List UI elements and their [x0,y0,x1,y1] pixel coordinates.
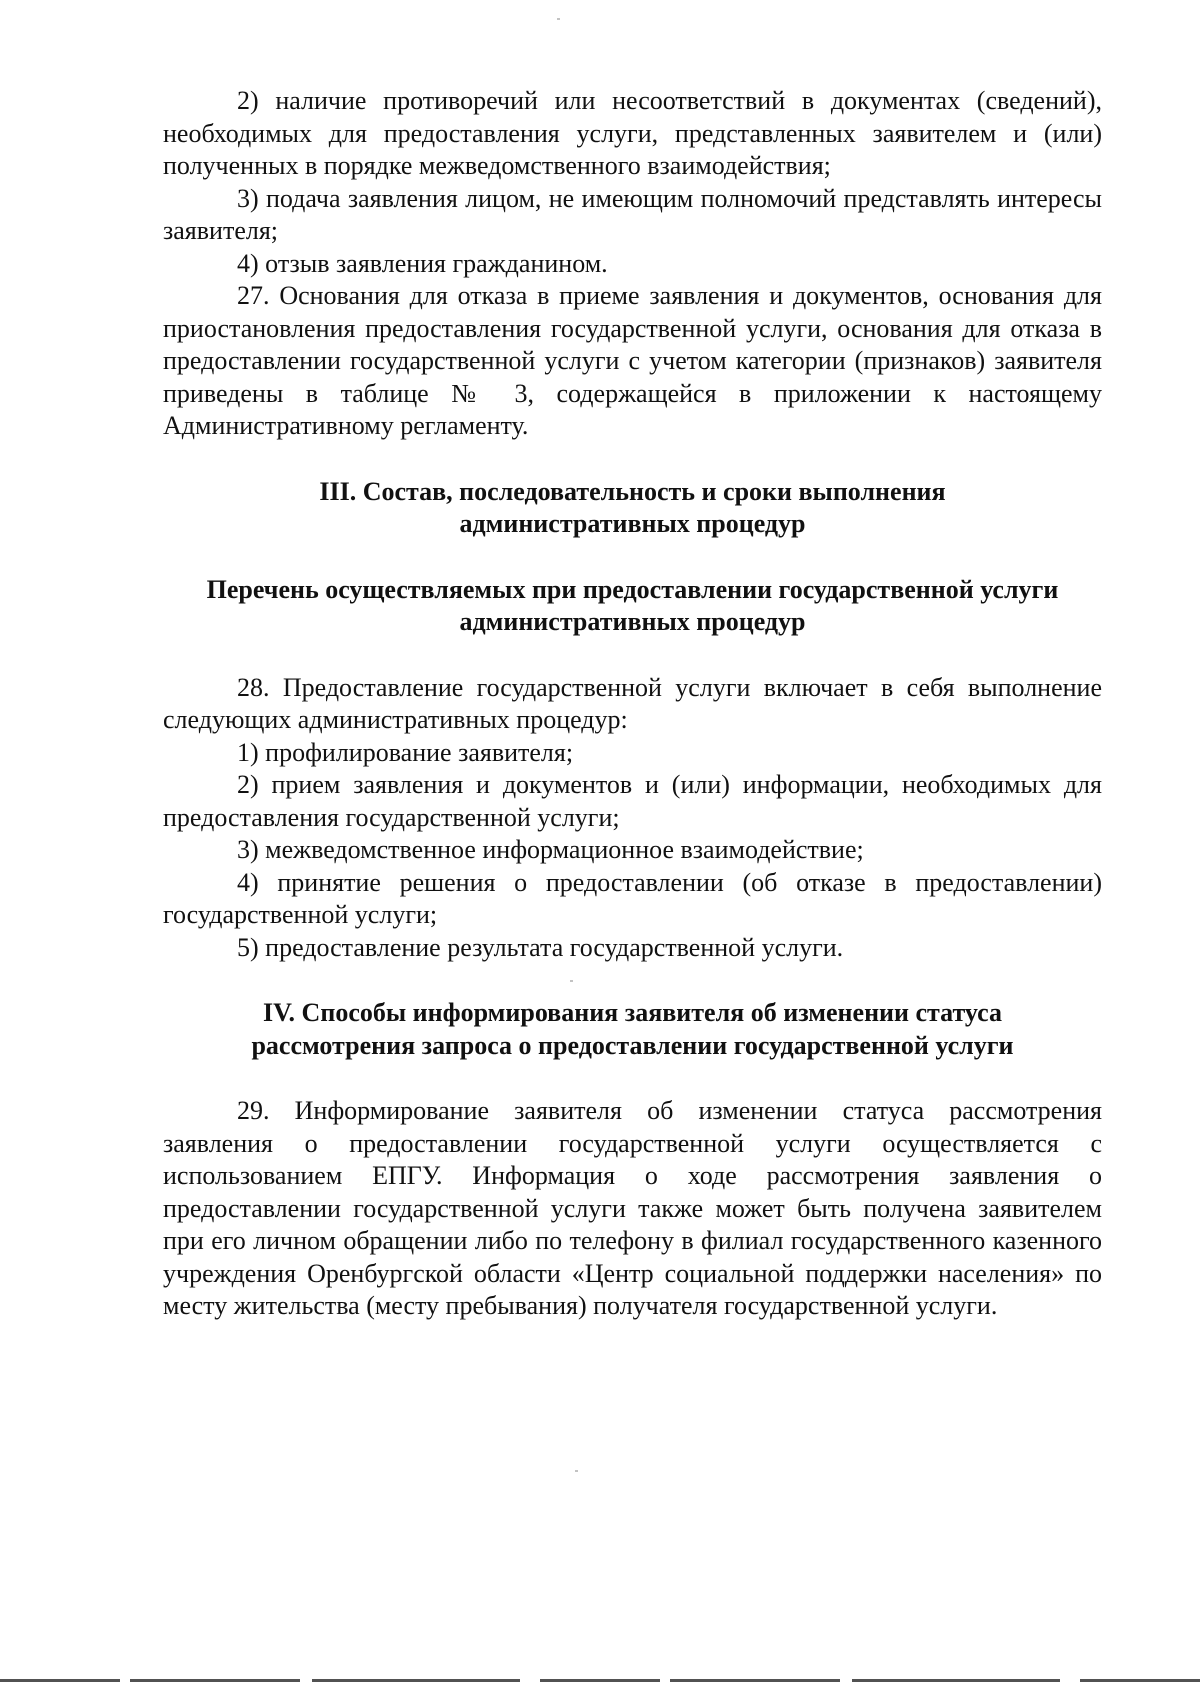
list-item: 4) принятие решения о предоставлении (об отказе в предоставлении) государственной услуги; [163,867,1102,929]
paragraph-29: 29. Информирование заявителя об изменении статуса рассмотрения заявления о предоставлении государственной услуги осуществляется с использованием ЕПГУ. Информация о ходе рассмотрения заявления о предоставлении государственной услуги также может быть получена заявителем при его личном обращении либо по телефону в филиал государственного казенного учреждения Оренбургской области «Центр социальной поддержки населения» по месту жительства (месту пребывания) получателя государственной услуги. [163,1096,1102,1320]
section-heading-IV-line2: рассмотрения запроса о предоставлении государственной услуги [251,1030,1014,1060]
section-heading-III [163,476,1102,541]
scan-artifact [570,980,573,982]
section-heading-IV [163,997,1102,1062]
paragraph-27: 27. Основания для отказа в приеме заявления и документов, основания для приостановления предоставления государственной услуги, основания для отказа в предоставлении государственной услуги с учетом категории (признаков) заявителя приведены в таблице № 3, содержащейся в приложении к настоящему Административному регламенту. [163,281,1102,440]
section-heading-III-line1: III. Состав, последовательность и сроки выполнения [319,476,946,506]
list-item: 1) профилирование заявителя; [237,737,574,767]
paragraph-28: 28. Предоставление государственной услуги включает в себя выполнение следующих административных процедур: [163,672,1102,734]
subsection-heading-line2: административных процедур [459,607,806,636]
section-heading-IV-line1: IV. Способы информирования заявителя об изменении статуса [263,998,1002,1027]
list-item: 5) предоставление результата государственной услуги. [237,932,844,962]
section-heading-III-line2: административных процедур [459,509,806,538]
scan-artifact [575,1470,578,1472]
list-item: 3) подача заявления лицом, не имеющим полномочий представлять интересы заявителя; [163,183,1102,245]
subsection-heading-line1: Перечень осуществляемых при предоставлении государственной услуги [206,574,1059,604]
list-item: 2) наличие противоречий или несоответствий в документах (сведений), необходимых для предоставления услуги, представленных заявителем и (или) полученных в порядке межведомственного взаимодействия; [163,86,1102,180]
list-item: 3) межведомственное информационное взаимодействие; [237,835,864,864]
scan-artifact [557,18,560,20]
scan-bottom-edge [0,1679,1200,1682]
document-body [163,85,1102,1323]
list-item: 4) отзыв заявления гражданином. [237,248,608,278]
subsection-heading [163,574,1102,639]
list-item: 2) прием заявления и документов и (или) информации, необходимых для предоставления государственной услуги; [163,770,1102,832]
